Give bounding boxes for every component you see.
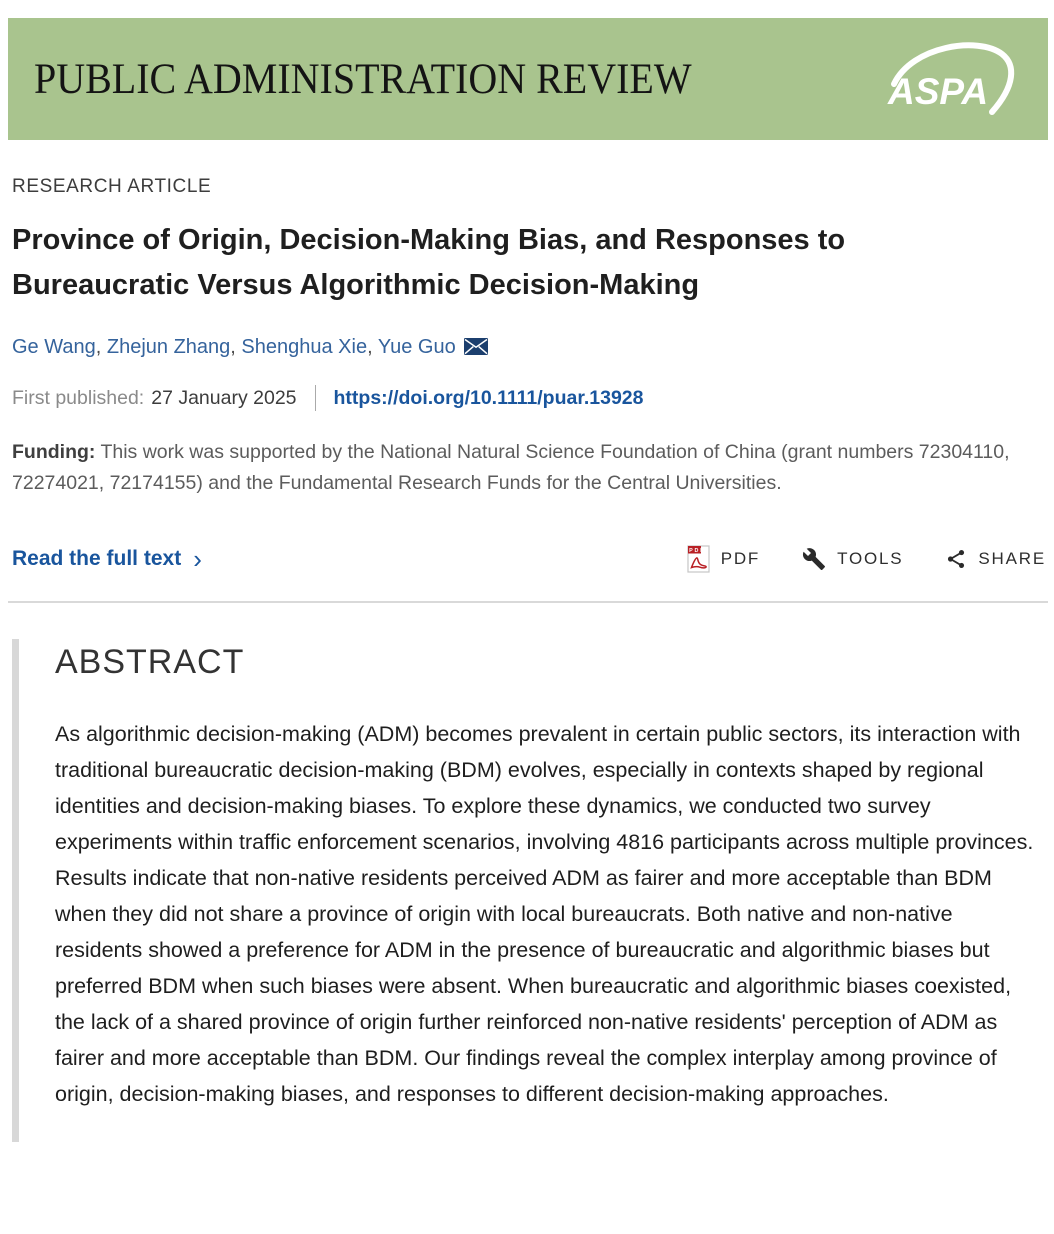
doi-link[interactable]: https://doi.org/10.1111/puar.13928 <box>333 386 644 409</box>
author-link-1[interactable]: Ge Wang <box>12 336 96 358</box>
first-published-label: First published: <box>12 386 145 409</box>
article-type-label: RESEARCH ARTICLE <box>12 176 212 197</box>
funding-text: This work was supported by the National Natural Science Foundation of China (grant numbers 72304110, 72274021, 72174155) and the Fundamental Research Funds for the Central Universities. <box>12 441 1010 494</box>
vertical-separator <box>315 385 316 411</box>
section-divider <box>8 601 1048 603</box>
share-icon <box>945 547 967 571</box>
funding-statement <box>12 437 1032 499</box>
abstract-text: As algorithmic decision-making (ADM) becomes prevalent in certain public sectors, its interaction with traditional bureaucratic decision-making (BDM) evolves, especially in contexts shaped by regional identities and decision-making biases. To explore these dynamics, we conducted two survey experiments within traffic enforcement scenarios, involving 4816 participants across multiple provinces. Results indicate that non-native residents perceived ADM as fairer and more acceptable than BDM when they did not share a province of origin with local bureaucrats. Both native and non-native residents showed a preference for ADM in the presence of bureaucratic and algorithmic biases but preferred BDM when such biases were absent. When bureaucratic and algorithmic biases coexisted, the lack of a shared province of origin further reinforced non-native residents' perception of ADM as fairer and more acceptable than BDM. Our findings reveal the complex interplay among province of origin, decision-making biases, and responses to different decision-making approaches. <box>55 722 1034 1106</box>
first-published-date: 27 January 2025 <box>151 386 297 409</box>
svg-text:PDF: PDF <box>688 548 705 554</box>
author-link-2[interactable]: Zhejun Zhang <box>106 336 231 358</box>
wrench-icon <box>802 547 826 571</box>
author-separator: , <box>367 336 378 358</box>
action-buttons <box>687 545 1046 573</box>
share-button[interactable] <box>945 547 1046 571</box>
journal-banner[interactable] <box>8 18 1048 140</box>
author-separator: , <box>95 336 107 358</box>
read-full-text-link[interactable] <box>12 546 202 572</box>
email-envelope-icon[interactable] <box>464 338 488 355</box>
article-title: Province of Origin, Decision-Making Bias, and Responses to Bureaucratic Versus Algorithmic Decision-Making <box>12 224 846 301</box>
chevron-right-icon: › <box>193 544 202 574</box>
pdf-button[interactable] <box>687 545 760 573</box>
aspa-logo-text: ASPA <box>888 71 989 112</box>
abstract-heading: ABSTRACT <box>55 643 245 681</box>
pdf-button-label: PDF <box>720 549 761 568</box>
tools-button-label: TOOLS <box>837 549 904 568</box>
actions-row <box>12 545 1046 573</box>
pdf-icon <box>687 545 710 573</box>
publication-info-row <box>12 385 1042 411</box>
abstract-section <box>12 639 1040 1142</box>
author-link-3[interactable]: Shenghua Xie <box>241 336 368 358</box>
funding-label: Funding: <box>12 441 96 463</box>
aspa-logo-icon <box>882 38 1020 120</box>
author-link-4[interactable]: Yue Guo <box>377 336 456 358</box>
author-list <box>12 336 1042 359</box>
author-separator: , <box>230 336 242 358</box>
tools-button[interactable] <box>802 547 903 571</box>
read-full-text-label: Read the full text <box>12 547 182 570</box>
journal-title: PUBLIC ADMINISTRATION REVIEW <box>34 55 692 103</box>
share-button-label: SHARE <box>978 549 1046 568</box>
